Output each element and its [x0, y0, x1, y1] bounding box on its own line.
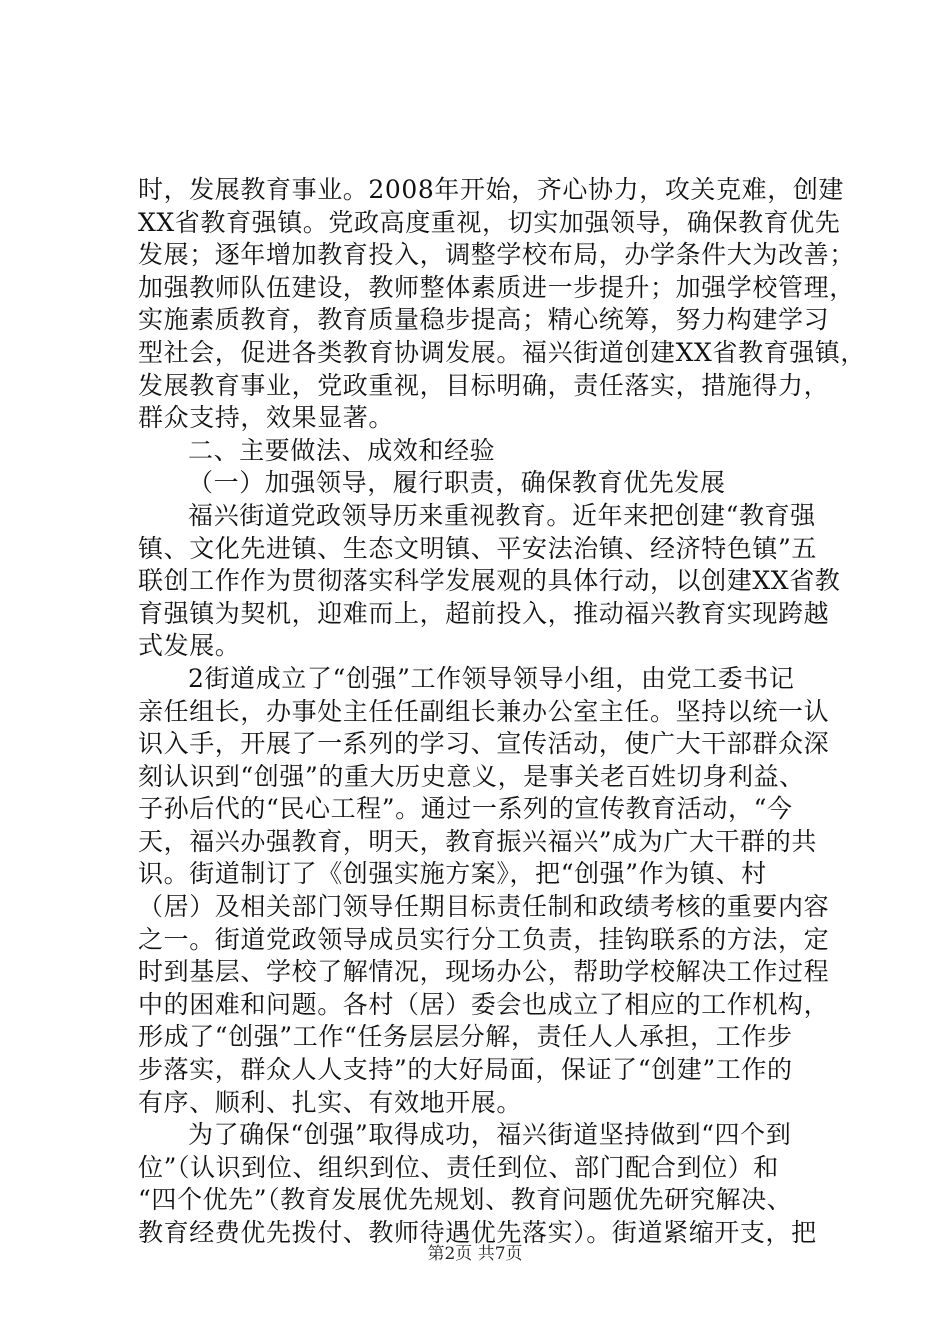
text-line: 加强教师队伍建设，教师整体素质进一步提升；加强学校管理， [138, 272, 855, 302]
text-line: 为了确保“创强”取得成功，福兴街道坚持做到“四个到 [188, 1120, 792, 1150]
text-line: 式发展。 [138, 631, 241, 661]
text-line: 联创工作作为贯彻落实科学发展观的具体行动，以创建XX省教 [138, 566, 841, 596]
text-line: 群众支持，效果显著。 [138, 403, 395, 433]
text-line: （居）及相关部门领导任期目标责任制和政绩考核的重要内容 [138, 892, 830, 922]
text-line: 育强镇为契机，迎难而上，超前投入，推动福兴教育实现跨越 [138, 598, 830, 628]
text-line: 型社会，促进各类教育协调发展。福兴街道创建XX省教育强镇， [138, 337, 866, 367]
text-line: XX省教育强镇。党政高度重视，切实加强领导，确保教育优先 [138, 207, 841, 237]
text-line: 教育经费优先拨付、教师待遇优先落实）。街道紧缩开支，把 [138, 1218, 817, 1247]
text-line: 识入手，开展了一系列的学习、宣传活动，使广大干部群众深 [138, 729, 830, 759]
text-line: 有序、顺利、扎实、有效地开展。 [138, 1087, 523, 1117]
text-line: 识。街道制订了《创强实施方案》，把“创强”作为镇、村 [138, 859, 767, 889]
text-line: 2街道成立了“创强”工作领导领导小组，由党工委书记 [188, 663, 795, 693]
text-line: 中的困难和问题。各村（居）委会也成立了相应的工作机构， [138, 989, 830, 1019]
page-number-footer: 第2页 共7页 [427, 1244, 523, 1264]
text-line: 福兴街道党政领导历来重视教育。近年来把创建“教育强 [188, 500, 816, 530]
text-line: 步落实，群众人人支持”的大好局面，保证了“创建”工作的 [138, 1055, 793, 1085]
text-line: 镇、文化先进镇、生态文明镇、平安法治镇、经济特色镇”五 [138, 533, 817, 563]
text-line: 发展教育事业，党政重视，目标明确，责任落实，措施得力， [138, 370, 830, 400]
text-line: 亲任组长，办事处主任任副组长兼办公室主任。坚持以统一认 [138, 696, 830, 726]
text-line: 位”（认识到位、组织到位、责任到位、部门配合到位）和 [138, 1152, 779, 1182]
text-line: 之一。街道党政领导成员实行分工负责，挂钩联系的方法，定 [138, 924, 830, 954]
document-body [138, 174, 866, 1250]
text-line: “四个优先”（教育发展优先规划、教育问题优先研究解决、 [138, 1185, 793, 1215]
text-line: 实施素质教育，教育质量稳步提高；精心统筹，努力构建学习 [138, 305, 830, 335]
section-heading: 二、主要做法、成效和经验 [188, 435, 496, 465]
text-line: 时到基层、学校了解情况，现场办公，帮助学校解决工作过程 [138, 957, 830, 987]
text-line: 子孙后代的“民心工程”。通过一系列的宣传教育活动，“今 [138, 794, 793, 824]
text-line: 刻认识到“创强”的重大历史意义，是事关老百姓切身利益、 [138, 761, 805, 791]
text-line: 发展；逐年增加教育投入，调整学校布局，办学条件大为改善； [138, 240, 855, 270]
text-line: 天，福兴办强教育，明天，教育振兴福兴”成为广大干群的共 [138, 826, 817, 856]
subsection-heading: （一）加强领导，履行职责，确保教育优先发展 [188, 468, 726, 498]
text-line: 时，发展教育事业。2008年开始，齐心协力，攻关克难，创建 [138, 175, 845, 204]
text-line: 形成了“创强”工作“任务层层分解，责任人人承担，工作步 [138, 1022, 793, 1052]
